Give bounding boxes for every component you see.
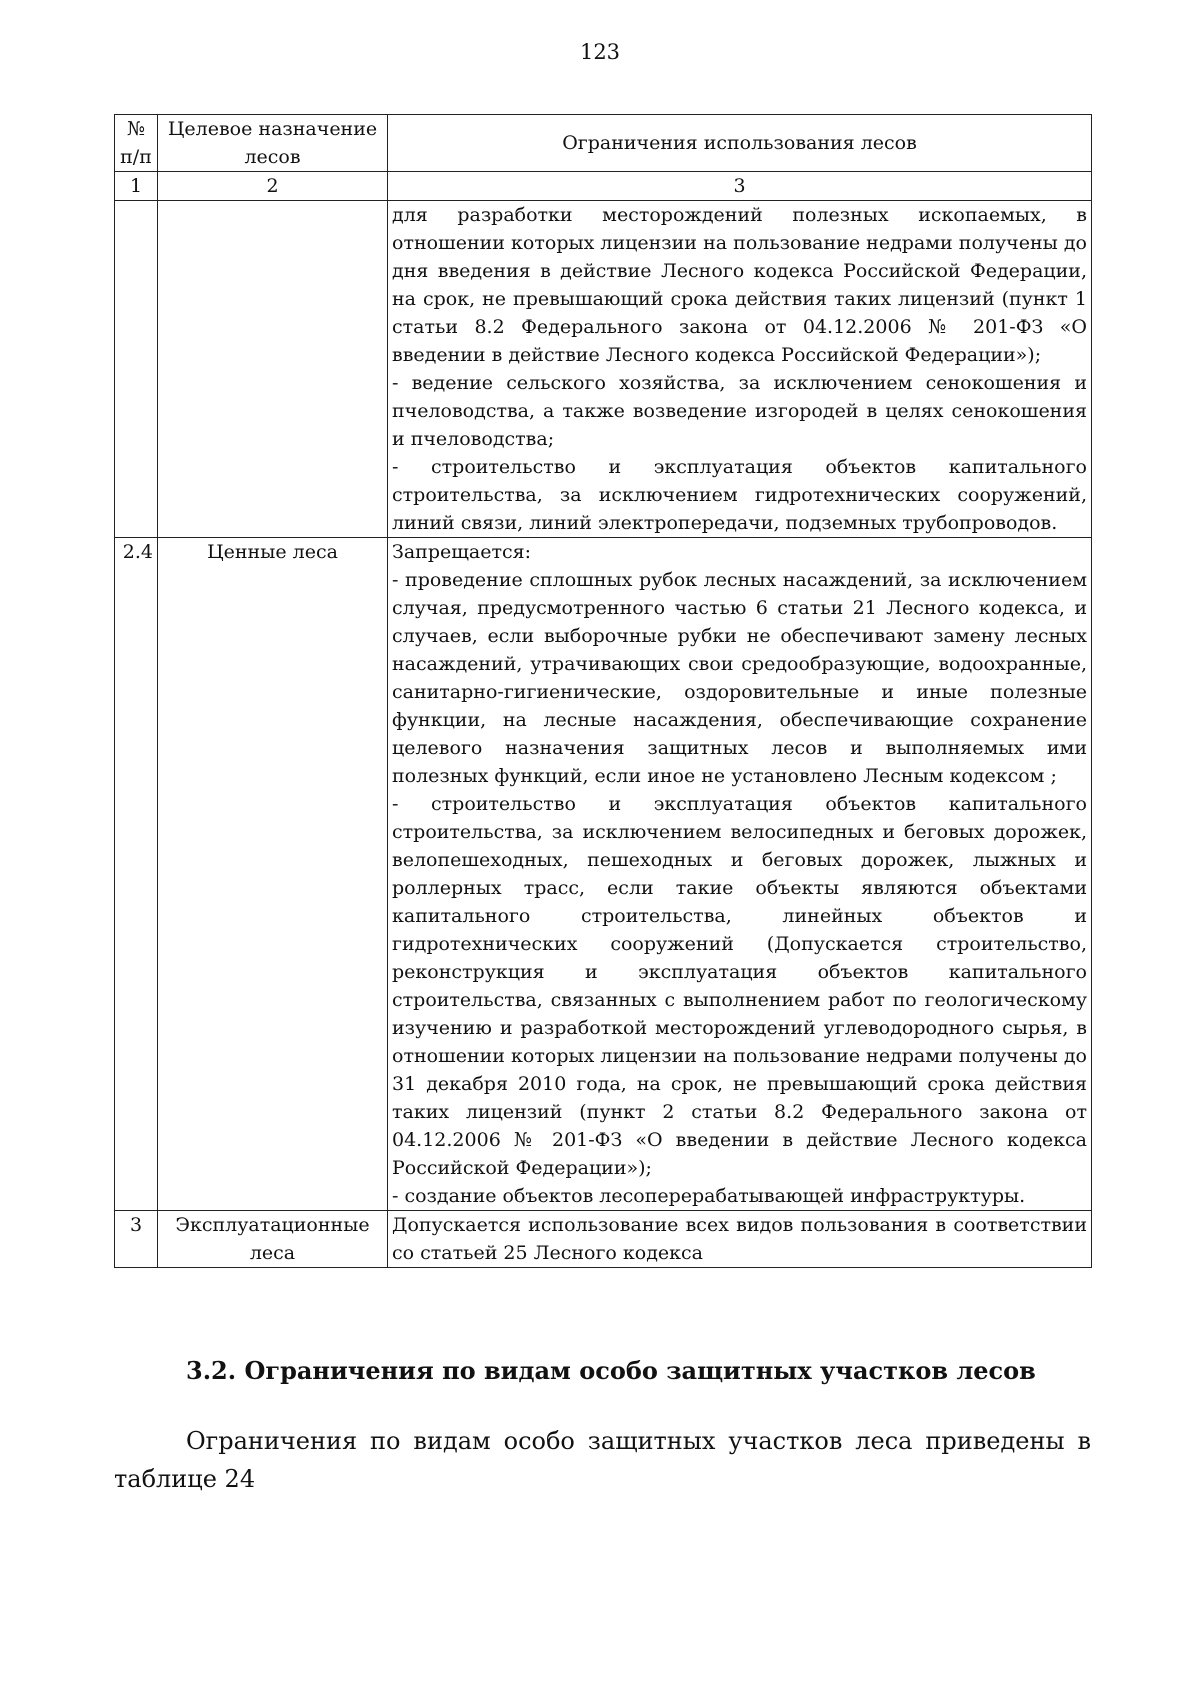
table-row <box>115 201 1092 538</box>
section-title: 3.2. Ограничения по видам особо защитных участков лесов <box>186 1356 1036 1385</box>
table-row <box>115 1211 1092 1268</box>
restriction-paragraph: Запрещается: <box>392 541 532 563</box>
table-header-row <box>115 115 1092 172</box>
row-restrictions <box>388 538 1092 1211</box>
restriction-paragraph: - строительство и эксплуатация объектов капитального строительства, за исключением гидротехнических сооружений, линий связи, линий электропередачи, подземных трубопроводов. <box>392 456 1087 534</box>
row-restrictions <box>388 201 1092 538</box>
restriction-paragraph: - создание объектов лесоперерабатывающей инфраструктуры. <box>392 1185 1026 1207</box>
row-purpose: Ценные леса <box>158 538 388 1211</box>
forest-restrictions-table <box>114 114 1092 1268</box>
row-purpose: Эксплуатационные леса <box>158 1211 388 1268</box>
restriction-paragraph: для разработки месторождений полезных ископаемых, в отношении которых лицензии на пользование недрами получены до дня введения в действие Лесного кодекса Российской Федерации, на срок, не превышающий срока действия таких лицензий (пункт 1 статьи 8.2 Федерального закона от 04.12.2006 № 201-ФЗ «О введении в действие Лесного кодекса Российской Федерации»); <box>392 204 1087 366</box>
row-num <box>115 201 158 538</box>
row-purpose <box>158 201 388 538</box>
column-number: 1 <box>115 172 158 201</box>
column-number-row <box>115 172 1092 201</box>
page-number: 123 <box>579 40 621 64</box>
restriction-paragraph: - ведение сельского хозяйства, за исключением сенокошения и пчеловодства, а также возведение изгородей в целях сенокошения и пчеловодства; <box>392 372 1087 450</box>
row-restrictions <box>388 1211 1092 1268</box>
restriction-paragraph: - проведение сплошных рубок лесных насаждений, за исключением случая, предусмотренного частью 6 статьи 21 Лесного кодекса, и случаев, если выборочные рубки не обеспечивают замену лесных насаждений, утрачивающих свои средообразующие, водоохранные, санитарно-гигиенические, оздоровительные и иные полезные функции, на лесные насаждения, обеспечивающие сохранение целевого назначения защитных лесов и выполняемых ими полезных функций, если иное не установлено Лесным кодексом ; <box>392 569 1087 787</box>
section-body-text: Ограничения по видам особо защитных участков леса приведены в таблице 24 <box>114 1427 1091 1493</box>
column-number: 2 <box>158 172 388 201</box>
column-number: 3 <box>388 172 1092 201</box>
header-num: № п/п <box>115 115 158 172</box>
header-restrictions: Ограничения использования лесов <box>388 115 1092 172</box>
row-num: 3 <box>115 1211 158 1268</box>
restriction-paragraph: Допускается использование всех видов пользования в соответствии со статьей 25 Лесного кодекса <box>392 1214 1087 1264</box>
row-num: 2.4 <box>115 538 158 1211</box>
header-purpose: Целевое назначение лесов <box>158 115 388 172</box>
table-row <box>115 538 1092 1211</box>
restriction-paragraph: - строительство и эксплуатация объектов капитального строительства, за исключением велосипедных и беговых дорожек, велопешеходных, пешеходных и беговых дорожек, лыжных и роллерных трасс, если такие объекты являются объектами капитального строительства, линейных объектов и гидротехнических сооружений (Допускается строительство, реконструкция и эксплуатация объектов капитального строительства, связанных с выполнением работ по геологическому изучению и разработкой месторождений углеводородного сырья, в отношении которых лицензии на пользование недрами получены до 31 декабря 2010 года, на срок, не превышающий срока действия таких лицензий (пункт 2 статьи 8.2 Федерального закона от 04.12.2006 № 201-ФЗ «О введении в действие Лесного кодекса Российской Федерации»); <box>392 793 1087 1179</box>
